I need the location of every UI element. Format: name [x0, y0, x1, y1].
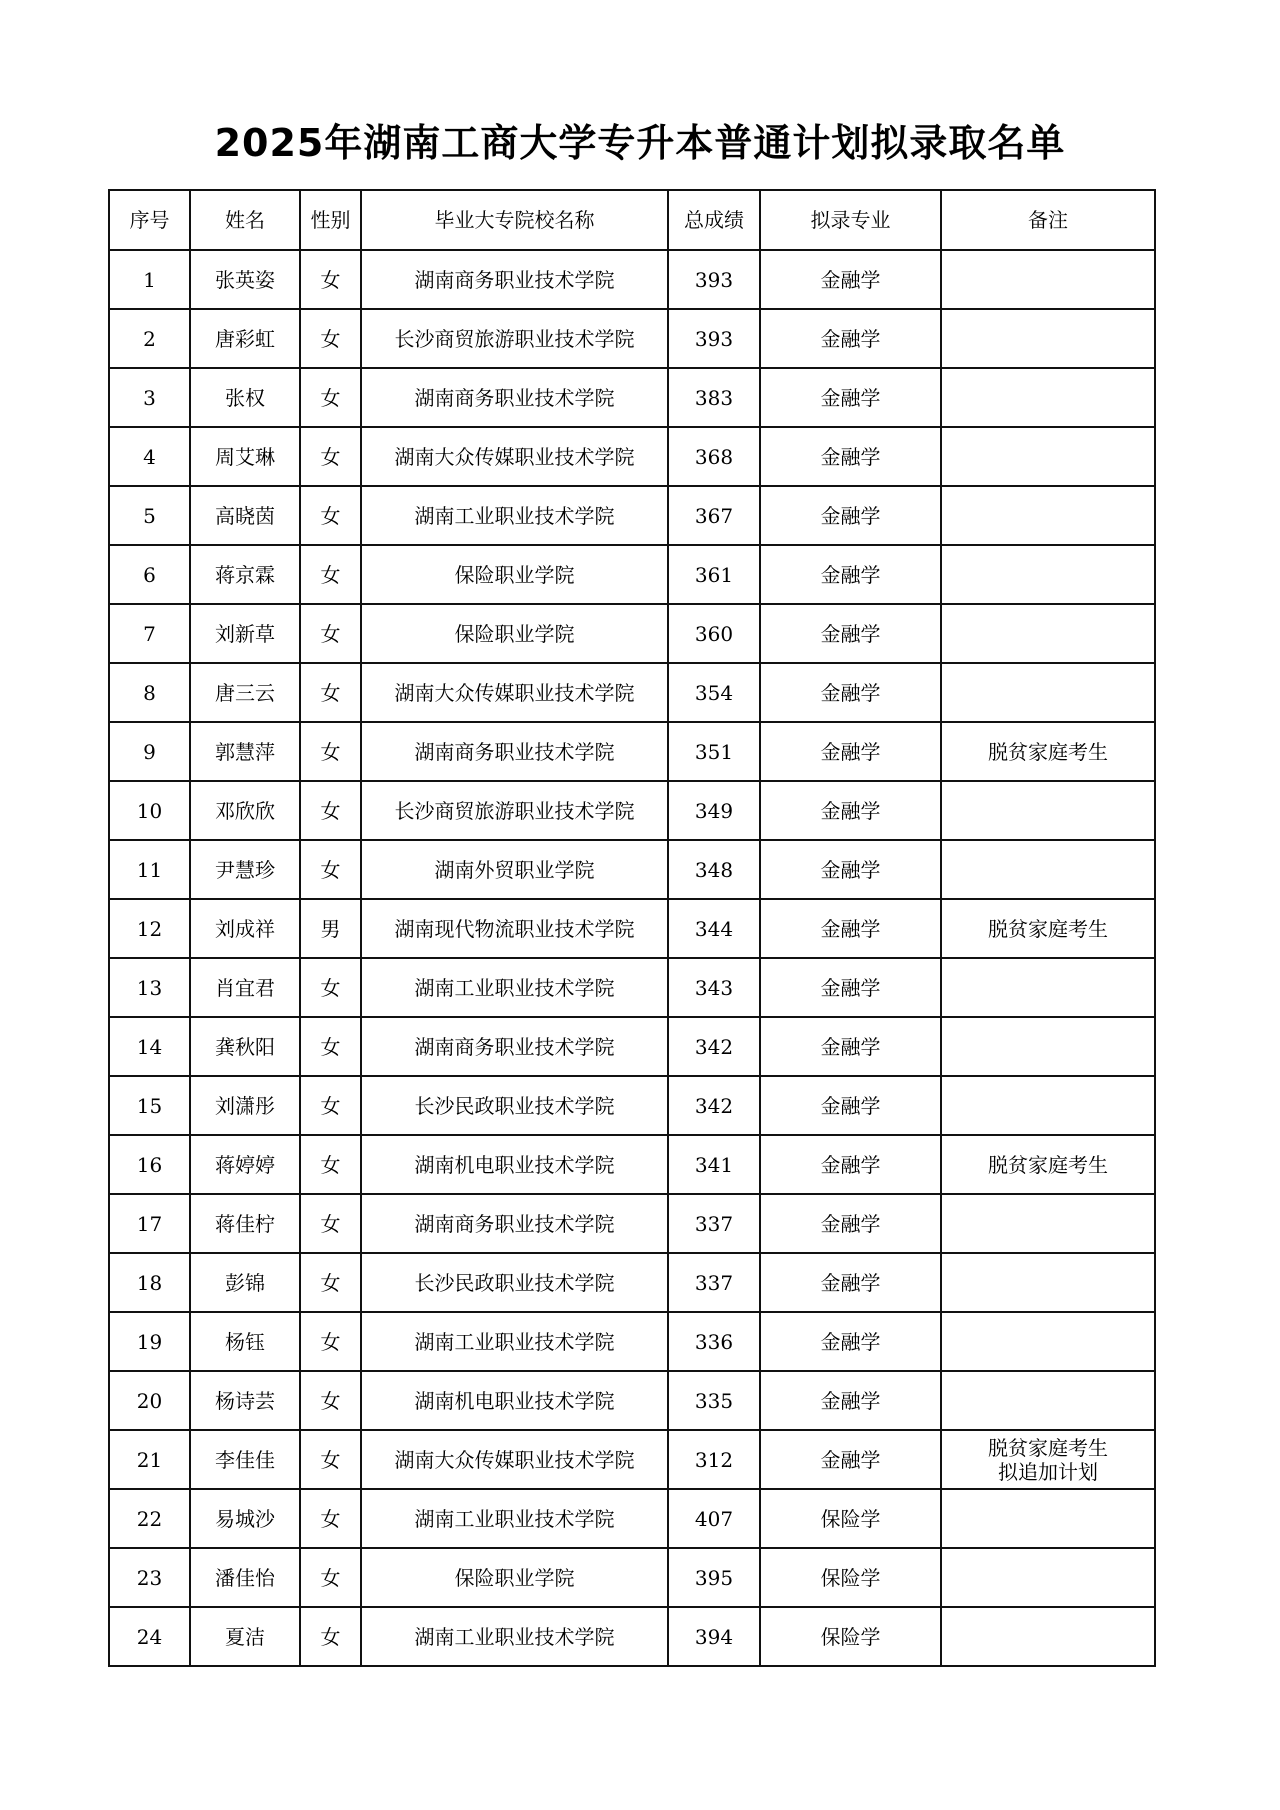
table-row	[109, 781, 1155, 840]
table-row	[109, 840, 1155, 899]
cell-index: 7	[109, 604, 190, 663]
header-remark: 备注	[941, 190, 1155, 250]
cell-name: 尹慧珍	[190, 840, 300, 899]
cell-school: 湖南商务职业技术学院	[361, 1194, 668, 1253]
cell-score: 367	[668, 486, 760, 545]
cell-score: 361	[668, 545, 760, 604]
cell-major: 金融学	[760, 250, 941, 309]
cell-remark	[941, 1371, 1155, 1430]
table-row	[109, 663, 1155, 722]
cell-remark	[941, 427, 1155, 486]
cell-major: 金融学	[760, 1430, 941, 1489]
table-row	[109, 1607, 1155, 1666]
cell-major: 金融学	[760, 899, 941, 958]
cell-remark	[941, 250, 1155, 309]
table-row	[109, 1312, 1155, 1371]
cell-major: 金融学	[760, 1371, 941, 1430]
cell-name: 唐三云	[190, 663, 300, 722]
cell-index: 10	[109, 781, 190, 840]
cell-score: 360	[668, 604, 760, 663]
cell-major: 金融学	[760, 368, 941, 427]
cell-score: 337	[668, 1253, 760, 1312]
cell-index: 15	[109, 1076, 190, 1135]
cell-gender: 女	[300, 1076, 361, 1135]
cell-major: 金融学	[760, 545, 941, 604]
remark-line: 拟追加计划	[998, 1459, 1098, 1484]
cell-school: 保险职业学院	[361, 1548, 668, 1607]
cell-index: 11	[109, 840, 190, 899]
table-row	[109, 1194, 1155, 1253]
cell-remark	[941, 1607, 1155, 1666]
table-row	[109, 427, 1155, 486]
cell-gender: 男	[300, 899, 361, 958]
cell-index: 19	[109, 1312, 190, 1371]
cell-score: 394	[668, 1607, 760, 1666]
cell-index: 17	[109, 1194, 190, 1253]
cell-school: 湖南机电职业技术学院	[361, 1371, 668, 1430]
table-row	[109, 1135, 1155, 1194]
table-row	[109, 958, 1155, 1017]
cell-major: 金融学	[760, 840, 941, 899]
cell-remark	[941, 663, 1155, 722]
cell-remark	[941, 604, 1155, 663]
table-row	[109, 309, 1155, 368]
cell-index: 6	[109, 545, 190, 604]
cell-gender: 女	[300, 722, 361, 781]
cell-score: 407	[668, 1489, 760, 1548]
cell-major: 金融学	[760, 1135, 941, 1194]
cell-name: 杨钰	[190, 1312, 300, 1371]
table-row	[109, 1371, 1155, 1430]
cell-score: 349	[668, 781, 760, 840]
table-header-row	[109, 190, 1155, 250]
cell-remark	[941, 1430, 1155, 1489]
cell-school: 湖南大众传媒职业技术学院	[361, 427, 668, 486]
cell-school: 长沙民政职业技术学院	[361, 1076, 668, 1135]
cell-index: 1	[109, 250, 190, 309]
cell-score: 383	[668, 368, 760, 427]
cell-name: 蒋京霖	[190, 545, 300, 604]
cell-score: 393	[668, 309, 760, 368]
cell-remark	[941, 781, 1155, 840]
cell-name: 肖宜君	[190, 958, 300, 1017]
table-row	[109, 545, 1155, 604]
cell-school: 湖南大众传媒职业技术学院	[361, 663, 668, 722]
cell-school: 湖南现代物流职业技术学院	[361, 899, 668, 958]
cell-name: 邓欣欣	[190, 781, 300, 840]
cell-gender: 女	[300, 368, 361, 427]
cell-gender: 女	[300, 840, 361, 899]
page-title: 2025年湖南工商大学专升本普通计划拟录取名单	[214, 121, 1066, 165]
cell-major: 金融学	[760, 1312, 941, 1371]
cell-school: 湖南外贸职业学院	[361, 840, 668, 899]
cell-name: 夏洁	[190, 1607, 300, 1666]
cell-remark	[941, 1489, 1155, 1548]
cell-score: 351	[668, 722, 760, 781]
cell-gender: 女	[300, 1135, 361, 1194]
cell-remark	[941, 1312, 1155, 1371]
cell-gender: 女	[300, 663, 361, 722]
cell-score: 312	[668, 1430, 760, 1489]
cell-remark	[941, 1253, 1155, 1312]
header-gender: 性别	[300, 190, 361, 250]
cell-score: 344	[668, 899, 760, 958]
header-index: 序号	[109, 190, 190, 250]
cell-school: 长沙民政职业技术学院	[361, 1253, 668, 1312]
cell-gender: 女	[300, 958, 361, 1017]
cell-major: 金融学	[760, 309, 941, 368]
cell-major: 金融学	[760, 604, 941, 663]
cell-school: 湖南商务职业技术学院	[361, 722, 668, 781]
cell-name: 龚秋阳	[190, 1017, 300, 1076]
cell-name: 蒋佳柠	[190, 1194, 300, 1253]
cell-name: 彭锦	[190, 1253, 300, 1312]
cell-index: 20	[109, 1371, 190, 1430]
cell-name: 李佳佳	[190, 1430, 300, 1489]
cell-major: 金融学	[760, 663, 941, 722]
cell-major: 保险学	[760, 1548, 941, 1607]
cell-major: 金融学	[760, 722, 941, 781]
cell-score: 368	[668, 427, 760, 486]
header-major: 拟录专业	[760, 190, 941, 250]
cell-gender: 女	[300, 1489, 361, 1548]
cell-index: 16	[109, 1135, 190, 1194]
cell-major: 保险学	[760, 1607, 941, 1666]
cell-index: 13	[109, 958, 190, 1017]
cell-index: 9	[109, 722, 190, 781]
cell-score: 395	[668, 1548, 760, 1607]
cell-school: 长沙商贸旅游职业技术学院	[361, 781, 668, 840]
cell-score: 336	[668, 1312, 760, 1371]
cell-school: 湖南工业职业技术学院	[361, 486, 668, 545]
cell-score: 342	[668, 1017, 760, 1076]
table-row	[109, 1548, 1155, 1607]
cell-school: 长沙商贸旅游职业技术学院	[361, 309, 668, 368]
cell-major: 金融学	[760, 1253, 941, 1312]
cell-gender: 女	[300, 427, 361, 486]
cell-name: 刘新草	[190, 604, 300, 663]
cell-gender: 女	[300, 309, 361, 368]
cell-school: 湖南工业职业技术学院	[361, 1489, 668, 1548]
cell-index: 8	[109, 663, 190, 722]
table-row	[109, 722, 1155, 781]
cell-gender: 女	[300, 1253, 361, 1312]
table-row	[109, 899, 1155, 958]
cell-major: 金融学	[760, 486, 941, 545]
cell-remark	[941, 1194, 1155, 1253]
cell-score: 335	[668, 1371, 760, 1430]
cell-name: 蒋婷婷	[190, 1135, 300, 1194]
cell-school: 湖南机电职业技术学院	[361, 1135, 668, 1194]
cell-name: 潘佳怡	[190, 1548, 300, 1607]
cell-gender: 女	[300, 781, 361, 840]
cell-gender: 女	[300, 1548, 361, 1607]
cell-name: 郭慧萍	[190, 722, 300, 781]
cell-school: 湖南工业职业技术学院	[361, 1312, 668, 1371]
cell-name: 周艾琳	[190, 427, 300, 486]
cell-gender: 女	[300, 1430, 361, 1489]
cell-index: 3	[109, 368, 190, 427]
cell-remark	[941, 722, 1155, 781]
cell-score: 337	[668, 1194, 760, 1253]
cell-gender: 女	[300, 1371, 361, 1430]
cell-remark	[941, 486, 1155, 545]
cell-name: 刘潇彤	[190, 1076, 300, 1135]
cell-remark	[941, 958, 1155, 1017]
cell-major: 金融学	[760, 1194, 941, 1253]
table-row	[109, 486, 1155, 545]
cell-gender: 女	[300, 604, 361, 663]
table-row	[109, 250, 1155, 309]
cell-gender: 女	[300, 486, 361, 545]
table-row	[109, 368, 1155, 427]
cell-index: 5	[109, 486, 190, 545]
cell-index: 18	[109, 1253, 190, 1312]
cell-school: 保险职业学院	[361, 545, 668, 604]
cell-index: 14	[109, 1017, 190, 1076]
cell-gender: 女	[300, 250, 361, 309]
cell-school: 保险职业学院	[361, 604, 668, 663]
cell-school: 湖南工业职业技术学院	[361, 958, 668, 1017]
header-score: 总成绩	[668, 190, 760, 250]
cell-score: 354	[668, 663, 760, 722]
cell-major: 保险学	[760, 1489, 941, 1548]
cell-remark	[941, 1135, 1155, 1194]
cell-remark	[941, 309, 1155, 368]
cell-score: 348	[668, 840, 760, 899]
cell-gender: 女	[300, 1312, 361, 1371]
cell-name: 张权	[190, 368, 300, 427]
cell-index: 2	[109, 309, 190, 368]
cell-name: 杨诗芸	[190, 1371, 300, 1430]
cell-index: 4	[109, 427, 190, 486]
table-row	[109, 1489, 1155, 1548]
cell-score: 343	[668, 958, 760, 1017]
cell-school: 湖南商务职业技术学院	[361, 1017, 668, 1076]
remark-line: 脱贫家庭考生	[988, 1435, 1108, 1460]
cell-index: 22	[109, 1489, 190, 1548]
cell-gender: 女	[300, 1017, 361, 1076]
header-school: 毕业大专院校名称	[361, 190, 668, 250]
header-name: 姓名	[190, 190, 300, 250]
cell-name: 刘成祥	[190, 899, 300, 958]
cell-name: 张英姿	[190, 250, 300, 309]
cell-index: 23	[109, 1548, 190, 1607]
remark-line: 脱贫家庭考生	[988, 1152, 1108, 1177]
remark-line: 脱贫家庭考生	[988, 916, 1108, 941]
cell-major: 金融学	[760, 781, 941, 840]
remark-line: 脱贫家庭考生	[988, 739, 1108, 764]
cell-name: 高晓茵	[190, 486, 300, 545]
cell-gender: 女	[300, 1607, 361, 1666]
cell-school: 湖南商务职业技术学院	[361, 250, 668, 309]
table-row	[109, 1017, 1155, 1076]
cell-remark	[941, 1017, 1155, 1076]
cell-score: 393	[668, 250, 760, 309]
cell-school: 湖南大众传媒职业技术学院	[361, 1430, 668, 1489]
table-row	[109, 1076, 1155, 1135]
cell-major: 金融学	[760, 1076, 941, 1135]
cell-major: 金融学	[760, 958, 941, 1017]
cell-major: 金融学	[760, 1017, 941, 1076]
cell-remark	[941, 368, 1155, 427]
cell-gender: 女	[300, 1194, 361, 1253]
cell-major: 金融学	[760, 427, 941, 486]
table-row	[109, 604, 1155, 663]
cell-index: 24	[109, 1607, 190, 1666]
cell-score: 341	[668, 1135, 760, 1194]
cell-gender: 女	[300, 545, 361, 604]
cell-score: 342	[668, 1076, 760, 1135]
cell-remark	[941, 899, 1155, 958]
table-row	[109, 1430, 1155, 1489]
cell-name: 唐彩虹	[190, 309, 300, 368]
admission-table	[108, 189, 1156, 1667]
cell-remark	[941, 840, 1155, 899]
cell-remark	[941, 1076, 1155, 1135]
cell-index: 12	[109, 899, 190, 958]
table-row	[109, 1253, 1155, 1312]
cell-remark	[941, 545, 1155, 604]
cell-school: 湖南工业职业技术学院	[361, 1607, 668, 1666]
cell-remark	[941, 1548, 1155, 1607]
cell-index: 21	[109, 1430, 190, 1489]
cell-school: 湖南商务职业技术学院	[361, 368, 668, 427]
cell-name: 易城沙	[190, 1489, 300, 1548]
